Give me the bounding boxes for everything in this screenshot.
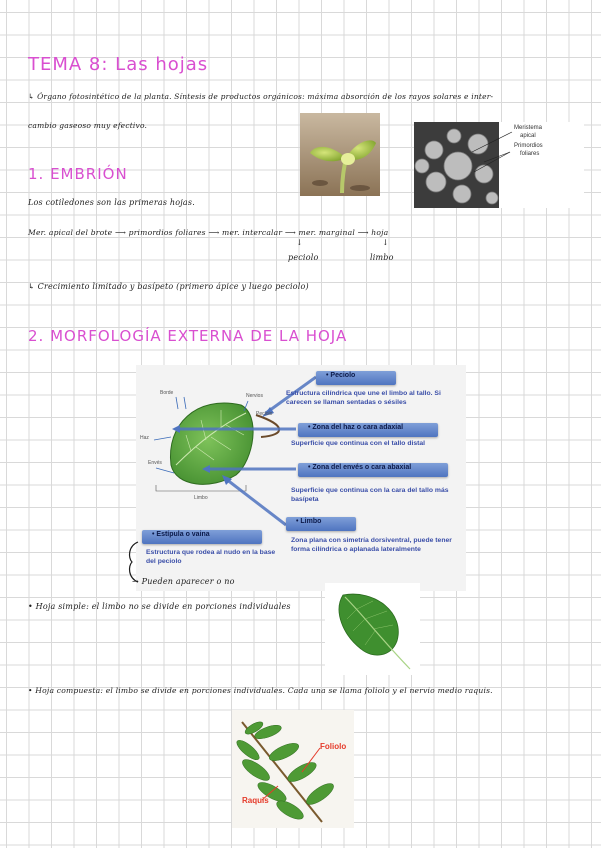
peciolo-bar: [316, 371, 396, 385]
limbo-desc: Zona plana con simetría dorsiventral, puede tener forma cilíndrica o aplanada lateralmente: [291, 537, 452, 553]
intro-line-1: ↳ Órgano fotosintético de la planta. Síntesis de productos orgánicos: máxima absorción de los rayos solares e inter-: [28, 92, 494, 101]
limbo-title: • Limbo: [296, 518, 322, 525]
enves-desc: Superficie que continua con la cara del tallo más basípeta: [291, 487, 449, 503]
diag-label-nervios: Nervios: [246, 393, 263, 399]
diag-label-borde: Borde: [160, 390, 174, 396]
diag-label-peciolo: Peciolo: [256, 411, 273, 417]
micro-label-3: Primordios: [514, 143, 543, 149]
haz-bar: [298, 423, 438, 437]
compound-leaf-photo: [232, 710, 354, 828]
peciolo-desc: Estructura cilíndrica que une el limbo al tallo. Si carecen se llaman sentadas o sésiles: [286, 390, 441, 406]
haz-title: • Zona del haz o cara adaxial: [308, 424, 404, 431]
label-limbo: limbo: [370, 253, 394, 262]
simple-leaf-photo: [325, 583, 420, 675]
section-1-note: ↳ Crecimiento limitado y basípeto (primero ápice y luego peciolo): [28, 282, 309, 291]
leaf-morphology-diagram: [136, 365, 466, 591]
peciolo-title: • Peciolo: [326, 372, 356, 379]
enves-bar: [298, 463, 448, 477]
arrow-down-peciolo: ↓: [296, 238, 303, 247]
page-title: TEMA 8: Las hojas: [28, 54, 209, 75]
micro-label-1: Meristema: [514, 125, 543, 131]
estipula-note: → Pueden aparecer o no: [132, 577, 235, 586]
section-2-heading: 2. MORFOLOGÍA EXTERNA DE LA HOJA: [28, 327, 348, 345]
estipula-bar: [142, 530, 262, 544]
meristem-micrograph: [414, 122, 584, 208]
haz-desc: Superficie que continua con el tallo distal: [291, 440, 426, 447]
seedling-photo: [300, 113, 380, 196]
intro-line-2: cambio gaseoso muy efectivo.: [28, 121, 148, 130]
estipula-title: • Estípula o vaina: [152, 531, 210, 538]
section-1-line-1: Los cotiledones son las primeras hojas.: [28, 198, 195, 207]
enves-title: • Zona del envés o cara abaxial: [308, 464, 412, 471]
diag-label-enves: Envés: [148, 460, 162, 466]
hoja-compuesta-text: • Hoja compuesta: el limbo se divide en porciones individuales. Cada una se llama foliolo y el nervio medio raquis.: [28, 686, 493, 695]
diag-label-haz: Haz: [140, 435, 149, 441]
estipula-desc: Estructura que rodea al nudo en la base del peciolo: [146, 549, 276, 565]
micro-label-2: apical: [520, 133, 536, 139]
raquis-label: Raquis: [242, 796, 269, 805]
diag-label-limbo: Limbo: [194, 495, 208, 501]
section-1-heading: 1. EMBRIÓN: [28, 165, 128, 183]
foliolo-label: Foliolo: [320, 742, 347, 751]
label-peciolo: peciolo: [288, 253, 319, 262]
limbo-bar: [286, 517, 356, 531]
arrow-down-limbo: ↓: [382, 238, 389, 247]
hoja-simple-text: • Hoja simple: el limbo no se divide en porciones individuales: [28, 602, 291, 611]
section-1-flow: Mer. apical del brote ⟶ primordios foliares ⟶ mer. intercalar ⟶ mer. marginal ⟶ hoja: [28, 228, 389, 237]
micro-label-4: foliares: [520, 151, 540, 157]
